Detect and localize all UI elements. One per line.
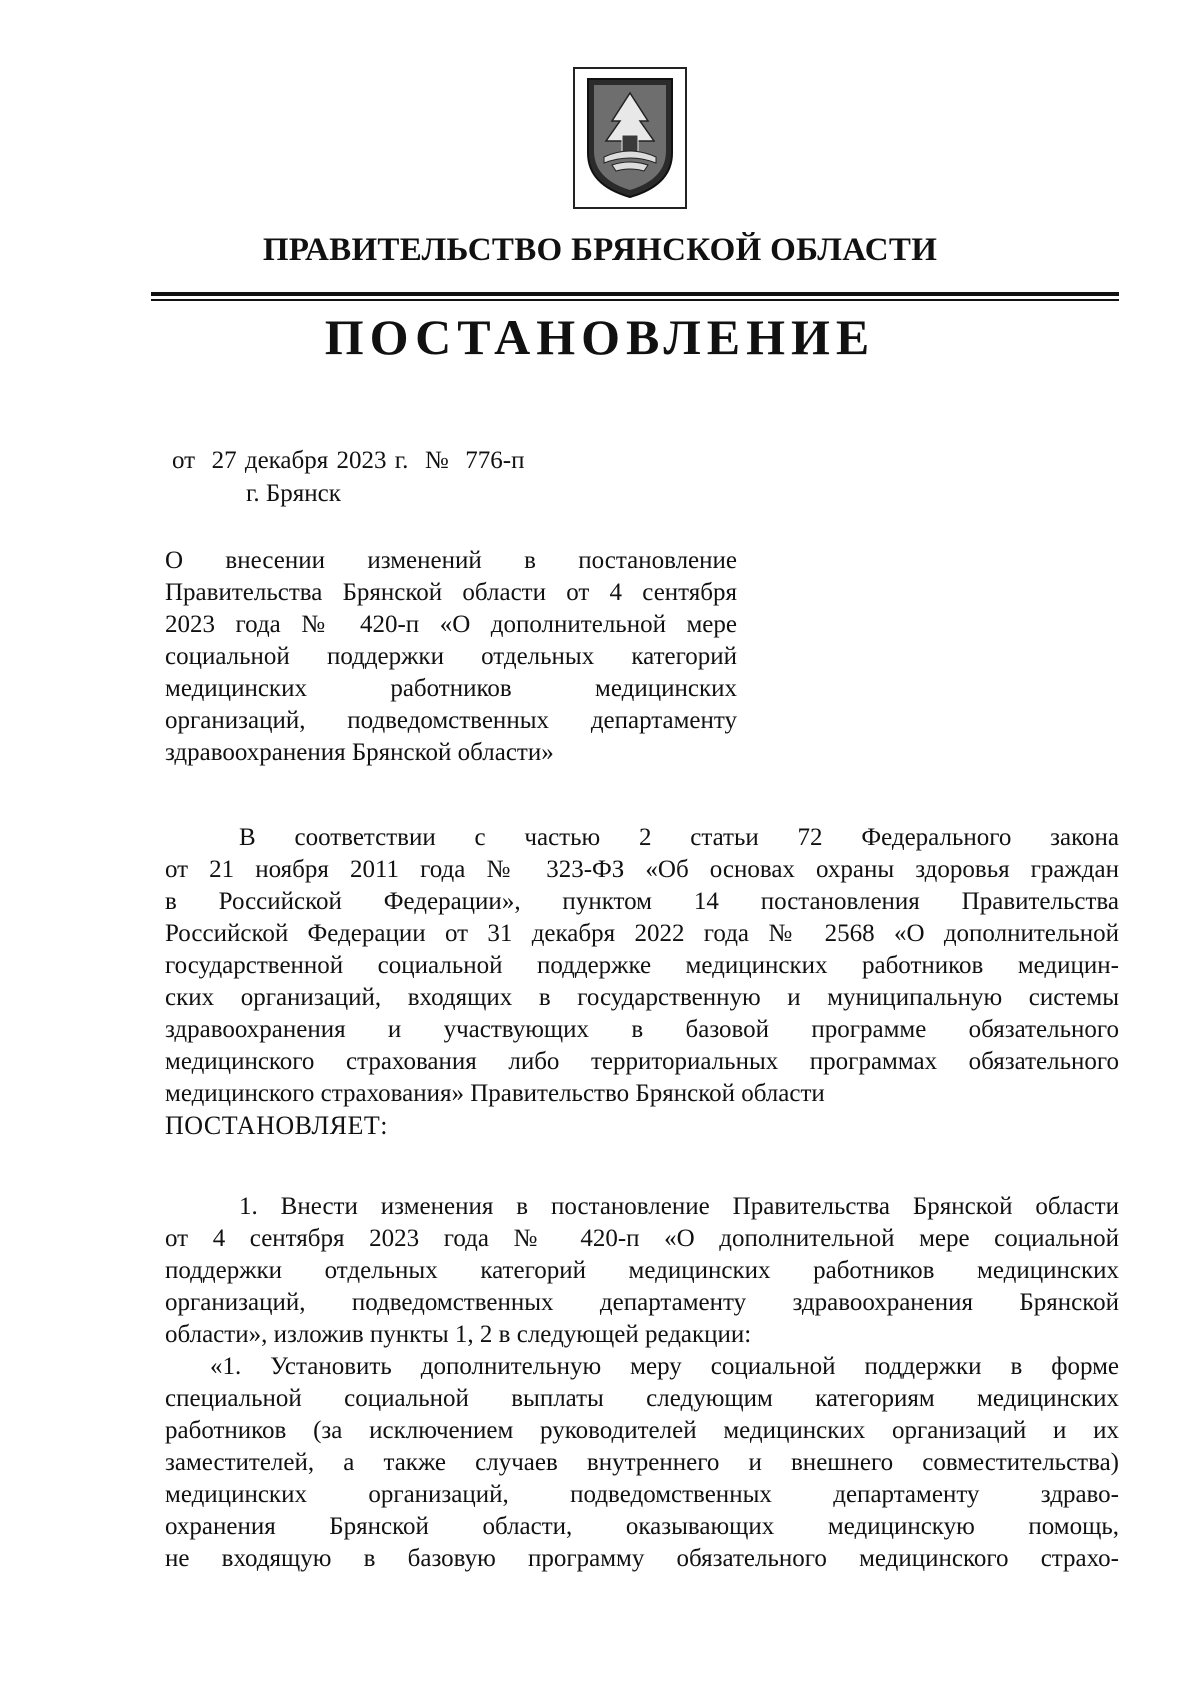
item-line: охранения Брянской области, оказывающих медицинскую помощь, [165, 1513, 1119, 1540]
preamble-line: в Российской Федерации», пунктом 14 постановления Правительства [165, 888, 1119, 915]
item-line: не входящую в базовую программу обязательного медицинского страхо- [165, 1545, 1119, 1572]
subject-line: здравоохранения Брянской области» [165, 739, 554, 766]
item-line: специальной социальной выплаты следующим категориям медицинских [165, 1385, 1119, 1412]
subject-line: медицинских работников медицинских [165, 675, 737, 702]
item-1-paragraph [165, 1191, 1119, 1575]
preamble-line: ских организаций, входящих в государственную и муниципальную системы [165, 984, 1119, 1011]
item-line: заместителей, а также случаев внутреннего и внешнего совместительства) [165, 1449, 1119, 1476]
organization-title: ПРАВИТЕЛЬСТВО БРЯНСКОЙ ОБЛАСТИ [262, 232, 938, 268]
item-line: поддержки отдельных категорий медицинских работников медицинских [165, 1257, 1119, 1284]
subject-line: 2023 года № 420-п «О дополнительной мере [165, 611, 737, 638]
preamble-line: от 21 ноября 2011 года № 323-ФЗ «Об основах охраны здоровья граждан [165, 856, 1119, 883]
subject-line: социальной поддержки отдельных категорий [165, 643, 737, 670]
preamble-paragraph [165, 822, 1119, 1142]
item-line: от 4 сентября 2023 года № 420-п «О дополнительной мере социальной [165, 1225, 1119, 1252]
header-divider-thick [151, 292, 1119, 296]
document-city: г. Брянск [246, 480, 341, 507]
item-line: организаций, подведомственных департаменту здравоохранения Брянской [165, 1289, 1119, 1316]
item-line: работников (за исключением руководителей медицинских организаций и их [165, 1417, 1119, 1444]
preamble-line: государственной социальной поддержке медицинских работников медицин- [165, 952, 1119, 979]
preamble-line: Российской Федерации от 31 декабря 2022 года № 2568 «О дополнительной [165, 920, 1119, 947]
preamble-line: В соответствии с частью 2 статьи 72 Федерального закона [239, 824, 1119, 851]
header-divider-thin [151, 299, 1119, 301]
subject-line: организаций, подведомственных департаменту [165, 707, 737, 734]
subject-line: О внесении изменений в постановление [165, 547, 737, 574]
document-subject [165, 545, 737, 769]
coat-of-arms-emblem [573, 67, 687, 209]
document-date-number: от 27 декабря 2023 г. № 776-п [172, 447, 525, 474]
item-line: «1. Установить дополнительную меру социальной поддержки в форме [210, 1353, 1119, 1380]
subject-line: Правительства Брянской области от 4 сентября [165, 579, 737, 606]
decree-word: ПОСТАНОВЛЯЕТ: [165, 1111, 388, 1140]
item-line: области», изложив пункты 1, 2 в следующей редакции: [165, 1321, 752, 1348]
document-type-title: ПОСТАНОВЛЕНИЕ [324, 309, 876, 365]
preamble-line: медицинского страхования либо территориальных программах обязательного [165, 1048, 1119, 1075]
preamble-line: медицинского страхования» Правительство Брянской области [165, 1080, 825, 1107]
emblem-shield-icon [582, 75, 678, 201]
item-line: медицинских организаций, подведомственных департаменту здраво- [165, 1481, 1119, 1508]
preamble-line: здравоохранения и участвующих в базовой программе обязательного [165, 1016, 1119, 1043]
item-line: 1. Внести изменения в постановление Правительства Брянской области [239, 1193, 1119, 1220]
